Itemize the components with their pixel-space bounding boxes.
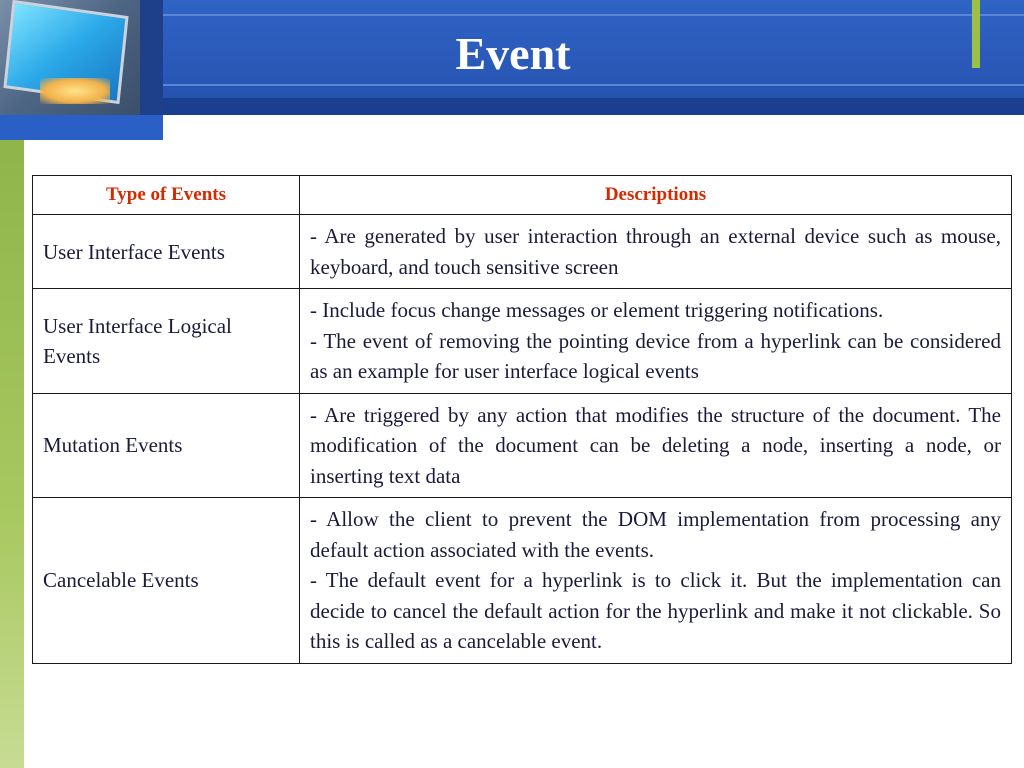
event-description [300,498,1012,664]
description-paragraph: - The default event for a hyperlink is to click it. But the implementation can decide to cancel the default action for the hyperlink and make it not clickable. So this is called as a cancelable event. [310,568,1001,653]
green-accent-bar [972,0,980,68]
table-row [33,393,1012,498]
description-paragraph: - The event of removing the pointing device from a hyperlink can be considered as an example for user interface logical events [310,328,1001,383]
event-type: Cancelable Events [33,498,300,664]
table-row [33,215,1012,289]
header-stripe-dark [163,98,1024,115]
header-stripe-top [163,14,1024,16]
description-paragraph: - Include focus change messages or element triggering notifications. [310,298,884,322]
event-type: User Interface Events [33,215,300,289]
description-paragraph: - Are generated by user interaction through an external device such as mouse, keyboard, and touch sensitive screen [310,224,1001,279]
header-stripe-bottom [163,84,1024,86]
event-type: User Interface Logical Events [33,289,300,394]
description-paragraph: - Are triggered by any action that modifies the structure of the document. The modification of the document can be deleting a node, inserting a node, or inserting text data [310,402,1001,488]
monitor-glow [40,78,110,104]
event-type: Mutation Events [33,393,300,498]
event-description [300,215,1012,289]
green-side-bar [0,140,24,768]
header-type: Type of Events [33,176,300,215]
events-table [32,175,1012,664]
header-descriptions: Descriptions [300,176,1012,215]
description-paragraph: - Allow the client to prevent the DOM implementation from processing any default action associated with the events. [310,507,1001,562]
slide-title: Event [455,28,571,79]
monitor-icon [0,0,140,115]
event-description [300,393,1012,498]
event-description [300,289,1012,394]
table-row [33,498,1012,664]
table-header-row [33,176,1012,215]
left-decor-strip [140,0,163,115]
table-row [33,289,1012,394]
